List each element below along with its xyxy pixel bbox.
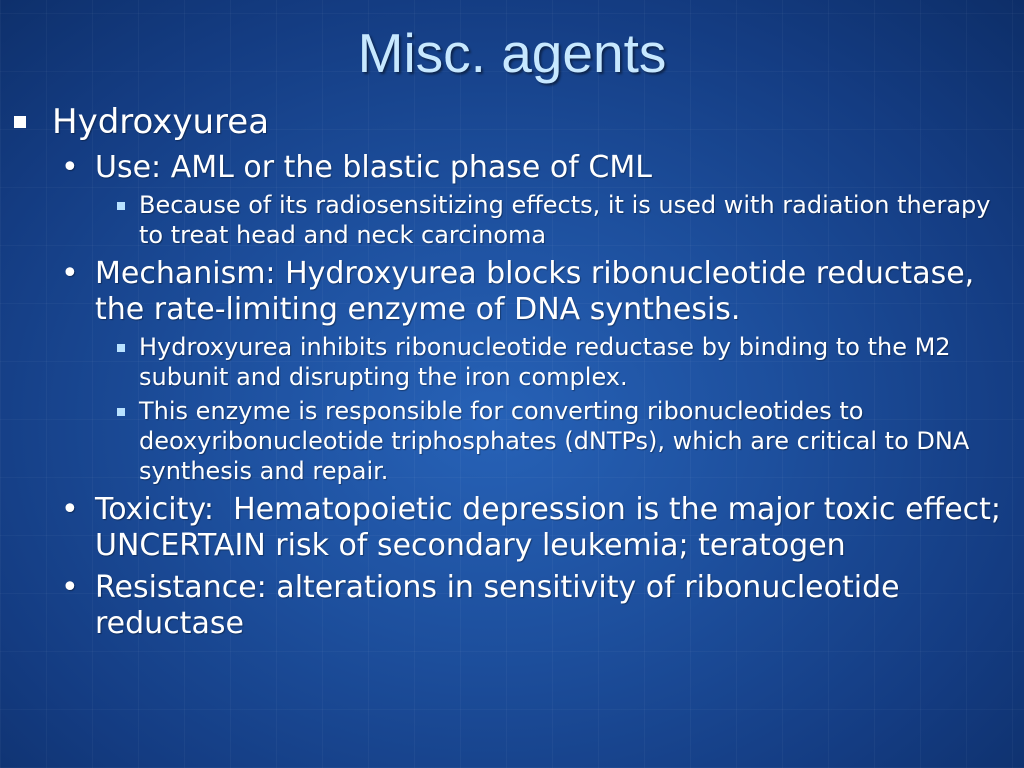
bullet-toxicity xyxy=(61,492,1012,564)
bullet-text: Hydroxyurea inhibits ribonucleotide reductase by binding to the M2 subunit and disrupting the iron complex. xyxy=(139,333,951,391)
square-bullet-icon xyxy=(117,408,125,416)
bullet-use xyxy=(61,150,1012,186)
slide-title: Misc. agents xyxy=(357,22,667,84)
bullet-text: Toxicity: Hematopoietic depression is the major toxic effect; UNCERTAIN risk of secondary leukemia; teratogen xyxy=(95,492,1011,563)
dot-bullet-icon: • xyxy=(61,570,79,605)
bullet-text: Because of its radiosensitizing effects, it is used with radiation therapy to treat head and neck carcinoma xyxy=(139,191,991,249)
sub-bullet-enzyme-role xyxy=(139,396,1004,486)
dot-bullet-icon: • xyxy=(61,150,79,185)
slide-body xyxy=(0,100,1024,642)
square-bullet-icon xyxy=(14,116,26,128)
bullet-text: Hydroxyurea xyxy=(52,102,270,142)
bullet-text: This enzyme is responsible for converting ribonucleotides to deoxyribonucleotide triphosphates (dNTPs), which are critical to DNA synthesis and repair. xyxy=(139,397,970,485)
dot-bullet-icon: • xyxy=(61,492,79,527)
sub-bullet-m2-subunit xyxy=(139,332,1004,392)
bullet-resistance xyxy=(61,570,1012,642)
bullet-text: Use: AML or the blastic phase of CML xyxy=(95,150,652,185)
bullet-hydroxyurea xyxy=(52,100,1024,144)
sub-bullet-radiosensitizing xyxy=(139,190,1004,250)
square-bullet-icon xyxy=(117,202,125,210)
bullet-text: Mechanism: Hydroxyurea blocks ribonucleotide reductase, the rate-limiting enzyme of DNA synthesis. xyxy=(95,256,975,327)
bullet-text: Resistance: alterations in sensitivity of ribonucleotide reductase xyxy=(95,570,900,641)
dot-bullet-icon: • xyxy=(61,256,79,291)
bullet-mechanism xyxy=(61,256,1012,328)
square-bullet-icon xyxy=(117,344,125,352)
